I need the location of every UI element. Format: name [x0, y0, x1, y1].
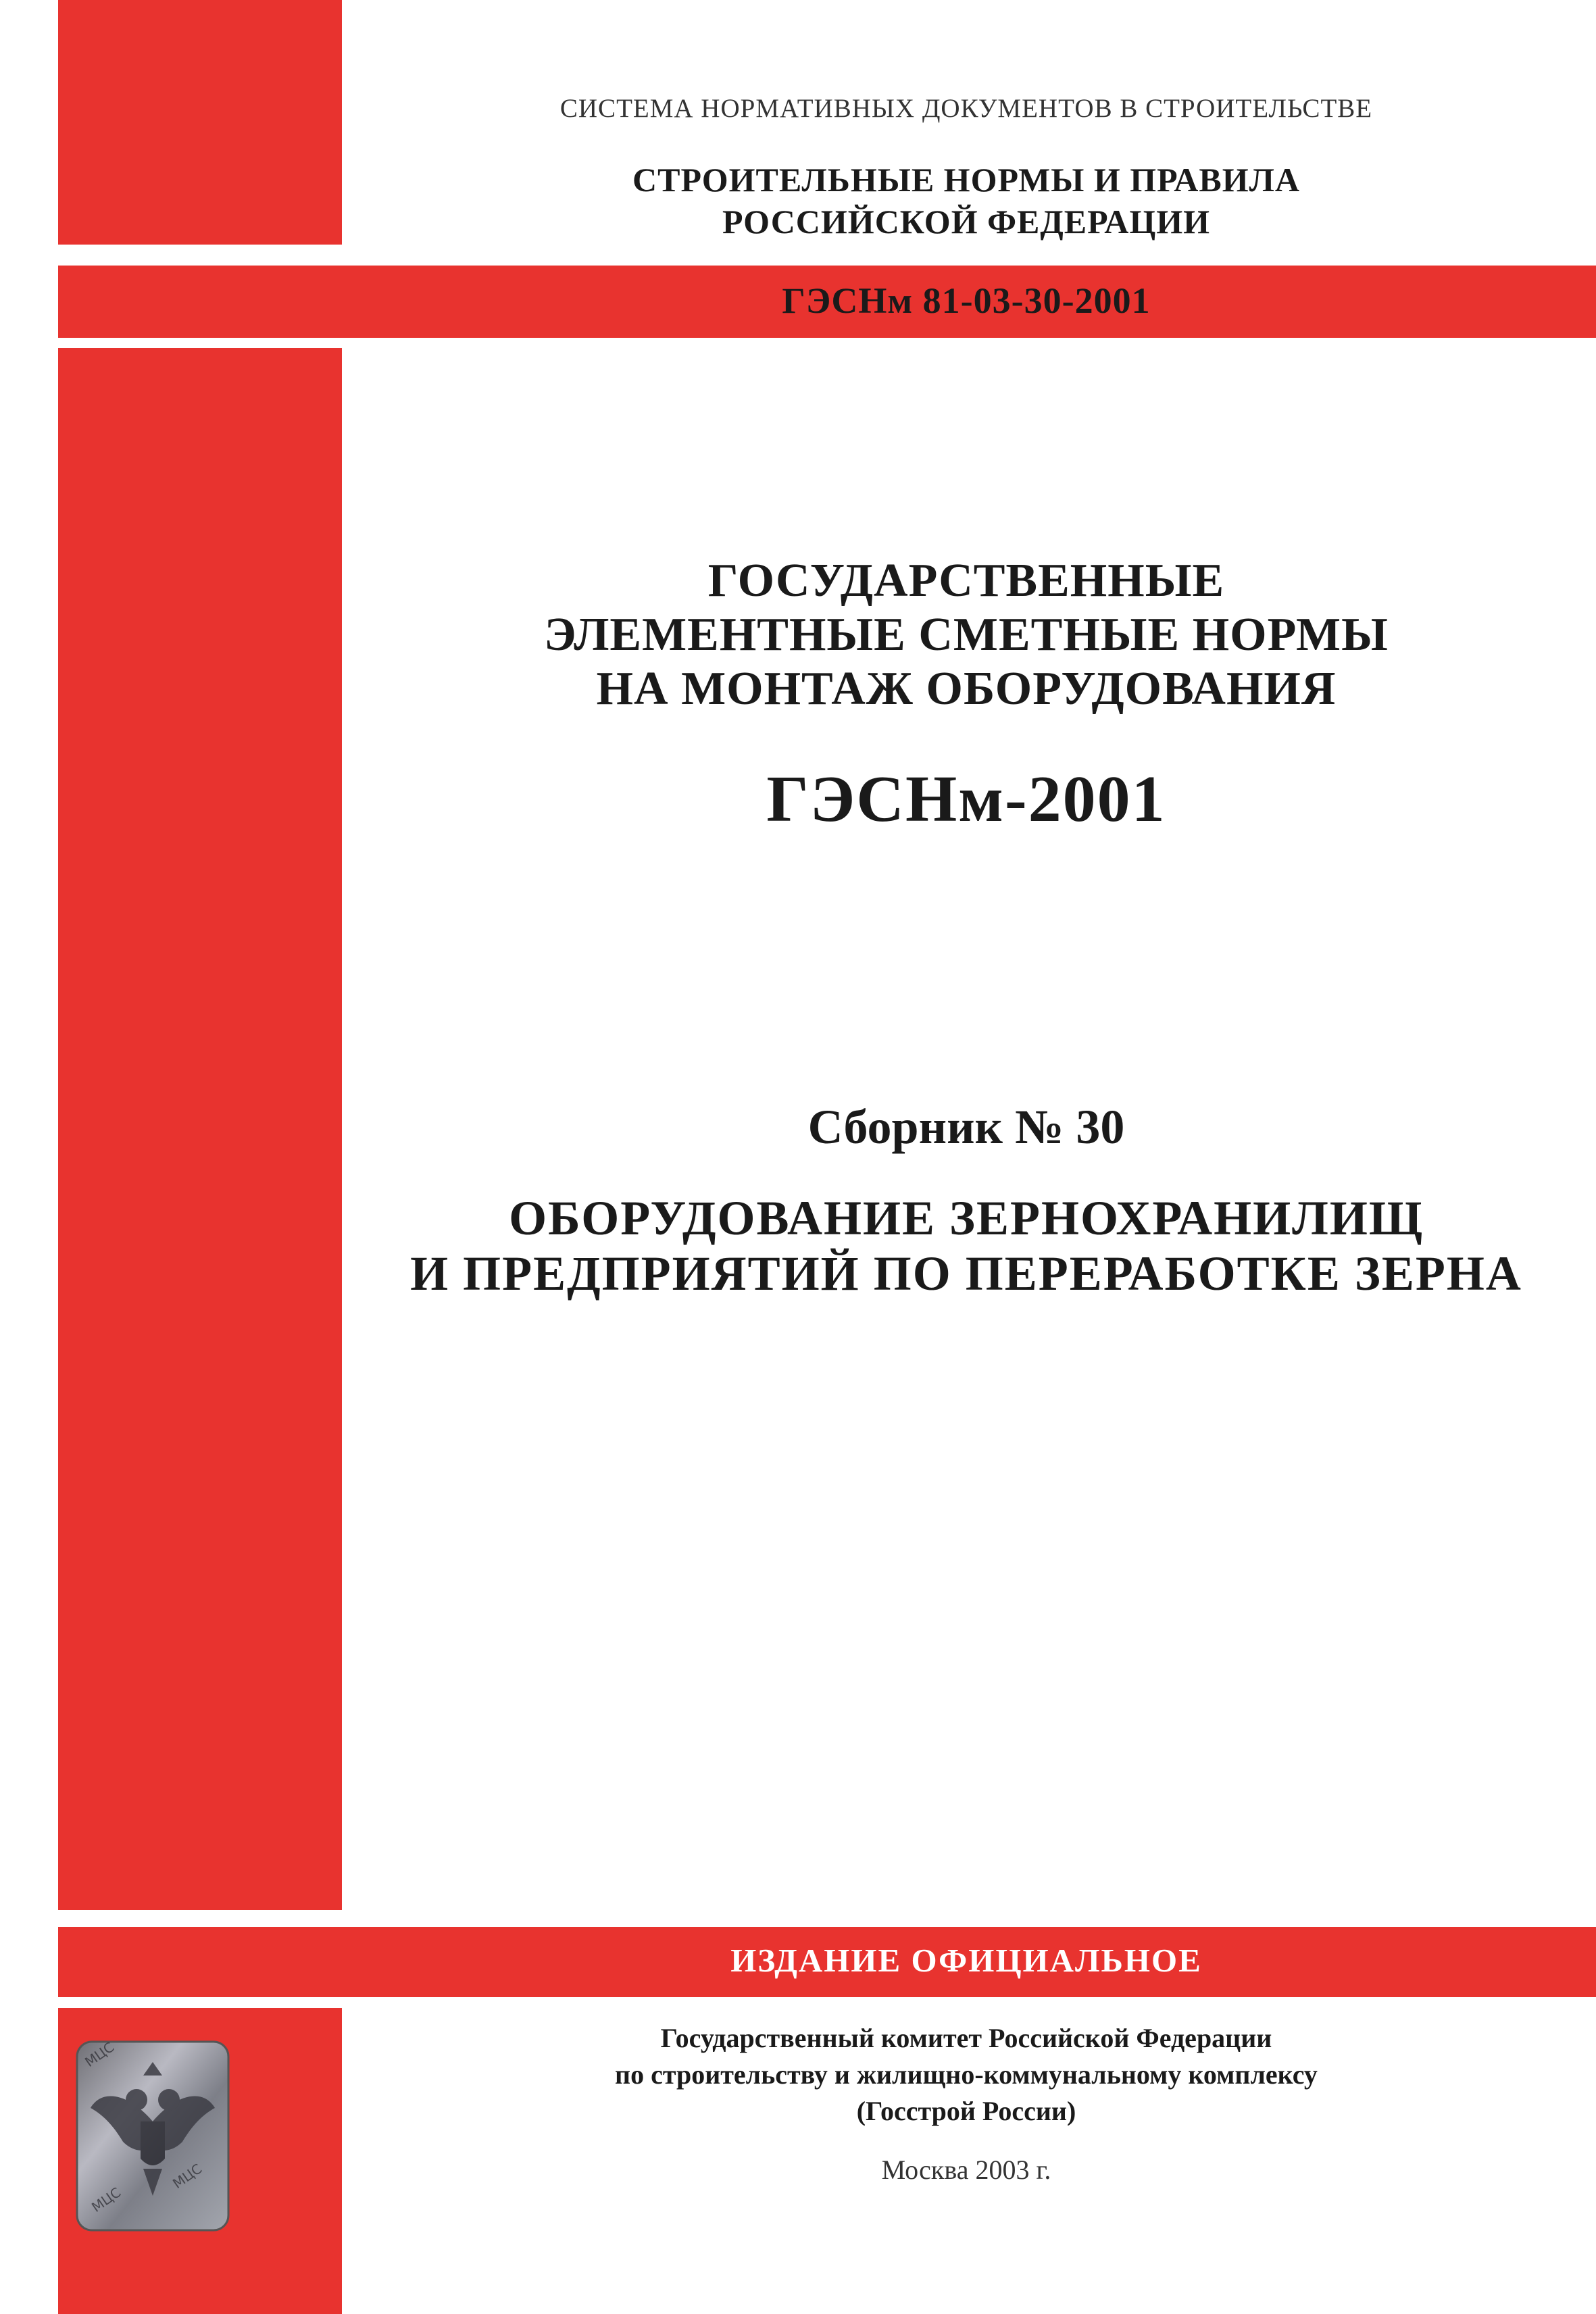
- svg-text:МЦС: МЦС: [82, 2040, 118, 2071]
- main-title-line: ГОСУДАРСТВЕННЫЕ: [707, 555, 1225, 607]
- publisher: [405, 2020, 1527, 2130]
- red-strip-top: [58, 0, 342, 245]
- svg-text:МЦС: МЦС: [89, 2184, 124, 2216]
- main-title: [405, 554, 1527, 716]
- system-line: СИСТЕМА НОРМАТИВНЫХ ДОКУМЕНТОВ В СТРОИТЕЛЬСТВЕ: [559, 94, 1373, 123]
- double-headed-eagle-hologram-icon: [76, 2040, 230, 2232]
- edition-label: ИЗДАНИЕ ОФИЦИАЛЬНОЕ: [730, 1942, 1202, 1979]
- main-title-line: ЭЛЕМЕНТНЫЕ СМЕТНЫЕ НОРМЫ: [544, 609, 1389, 661]
- title-abbreviation: ГЭСНм-2001: [766, 763, 1166, 836]
- collection-name-line: И ПРЕДПРИЯТИЙ ПО ПЕРЕРАБОТКЕ ЗЕРНА: [410, 1247, 1522, 1301]
- collection-name-line: ОБОРУДОВАНИЕ ЗЕРНОХРАНИЛИЩ: [509, 1191, 1424, 1245]
- main-title-line: НА МОНТАЖ ОБОРУДОВАНИЯ: [596, 663, 1337, 715]
- collection-number: Сборник № 30: [807, 1100, 1125, 1154]
- red-strip-middle: [58, 348, 342, 1910]
- snip-title-line: РОССИЙСКОЙ ФЕДЕРАЦИИ: [722, 203, 1211, 241]
- snip-title-line: СТРОИТЕЛЬНЫЕ НОРМЫ И ПРАВИЛА: [632, 161, 1300, 199]
- publisher-line: по строительству и жилищно-коммунальному комплексу: [615, 2059, 1318, 2090]
- document-code: ГЭСНм 81-03-30-2001: [782, 280, 1151, 321]
- place-year: Москва 2003 г.: [881, 2155, 1051, 2185]
- snip-title: [405, 159, 1527, 243]
- svg-text:МЦС: МЦС: [170, 2160, 205, 2192]
- publisher-line: Государственный комитет Российской Федерации: [660, 2023, 1272, 2053]
- publisher-line: (Госстрой России): [856, 2096, 1076, 2126]
- collection-name: [405, 1190, 1527, 1301]
